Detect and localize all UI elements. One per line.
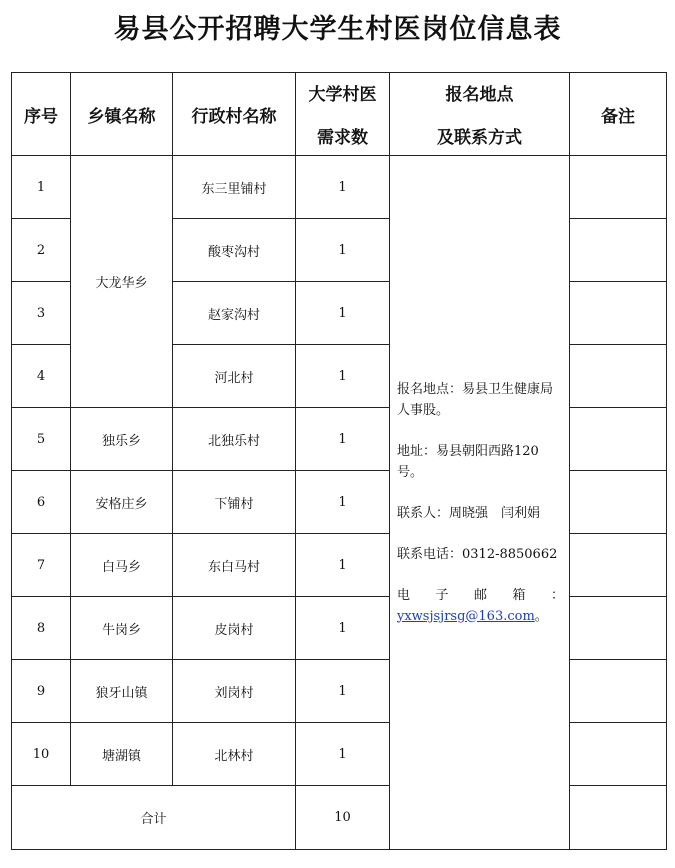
row-town: 白马乡 [71,534,173,597]
header-contact [390,73,570,156]
header-no: 序号 [12,73,71,156]
row-count: 1 [296,471,390,534]
row-no: 3 [12,282,71,345]
contact-email-block [397,585,564,627]
header-town: 乡镇名称 [71,73,173,156]
header-demand [296,73,390,156]
contact-location: 报名地点：易县卫生健康局人事股。 [397,381,554,418]
contact-person: 联系人：周晓强 闫利娟 [397,505,541,521]
row-town: 塘湖镇 [71,723,173,786]
row-remark [570,345,667,408]
row-village: 刘岗村 [173,660,296,723]
row-remark [570,156,667,219]
row-no: 10 [12,723,71,786]
row-village: 河北村 [173,345,296,408]
row-town: 狼牙山镇 [71,660,173,723]
row-village: 酸枣沟村 [173,219,296,282]
row-remark [570,723,667,786]
row-no: 1 [12,156,71,219]
row-count: 1 [296,156,390,219]
row-remark [570,408,667,471]
row-remark [570,660,667,723]
header-demand-line2: 需求数 [317,128,368,148]
row-town: 牛岗乡 [71,597,173,660]
row-village: 东白马村 [173,534,296,597]
contact-phone: 联系电话：0312-8850662 [397,546,558,562]
row-count: 1 [296,408,390,471]
row-no: 9 [12,660,71,723]
header-remark: 备注 [570,73,667,156]
row-village: 东三里铺村 [173,156,296,219]
email-suffix: 。 [534,608,548,624]
email-link[interactable]: yxwsjsjrsg@163.com [397,608,535,624]
contact-address: 地址：易县朝阳西路120号。 [397,443,539,480]
table-row [12,156,667,219]
page-title: 易县公开招聘大学生村医岗位信息表 [113,14,562,45]
row-village: 皮岗村 [173,597,296,660]
row-remark [570,282,667,345]
row-count: 1 [296,282,390,345]
row-no: 8 [12,597,71,660]
row-remark [570,786,667,850]
row-remark [570,597,667,660]
row-village: 下铺村 [173,471,296,534]
row-count: 1 [296,219,390,282]
row-town: 大龙华乡 [71,156,173,408]
row-village: 北独乐村 [173,408,296,471]
row-no: 5 [12,408,71,471]
row-count: 1 [296,597,390,660]
row-village: 北林村 [173,723,296,786]
header-row [12,73,667,156]
row-no: 7 [12,534,71,597]
row-no: 6 [12,471,71,534]
header-demand-line1: 大学村医 [308,85,377,105]
row-count: 1 [296,660,390,723]
position-info-table [11,72,667,850]
row-count: 1 [296,723,390,786]
row-town: 独乐乡 [71,408,173,471]
row-town: 安格庄乡 [71,471,173,534]
total-value: 10 [296,786,390,850]
row-village: 赵家沟村 [173,282,296,345]
total-label: 合计 [12,786,296,850]
row-remark [570,219,667,282]
row-count: 1 [296,534,390,597]
header-village: 行政村名称 [173,73,296,156]
row-no: 4 [12,345,71,408]
row-remark [570,534,667,597]
contact-info [390,156,570,850]
email-label: 电 子 邮 箱 ： [397,587,564,603]
header-contact-line1: 报名地点 [445,85,514,105]
row-count: 1 [296,345,390,408]
header-contact-line2: 及联系方式 [437,128,522,148]
row-remark [570,471,667,534]
row-no: 2 [12,219,71,282]
